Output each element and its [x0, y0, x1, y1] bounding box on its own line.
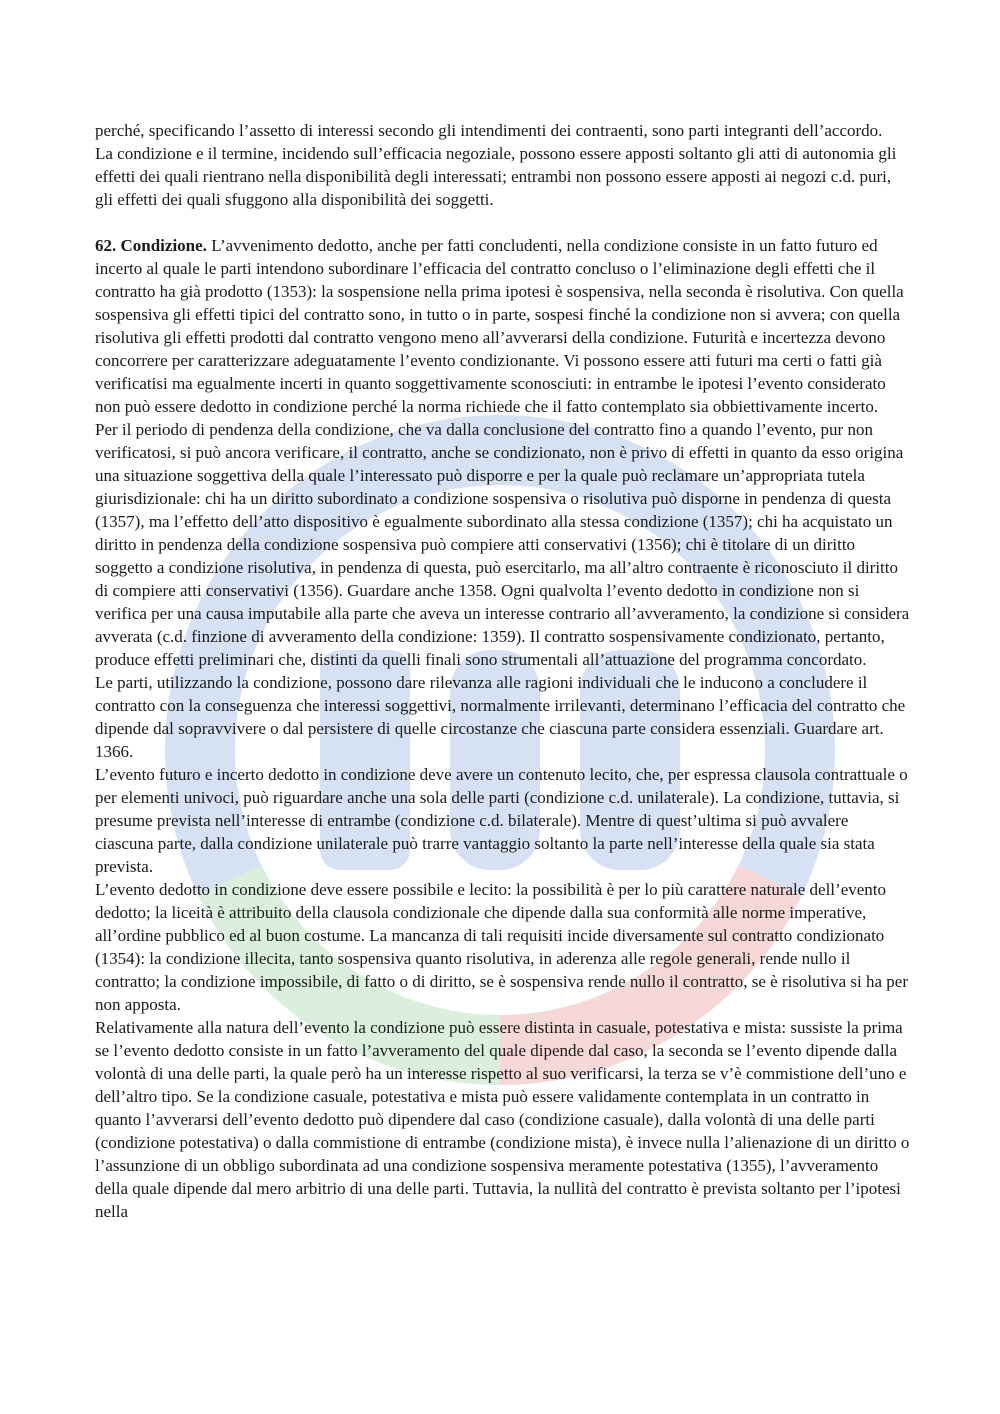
paragraph-continuation: perché, specificando l’assetto di interessi secondo gli intendimenti dei contraenti, sono parti integranti dell’accordo. — [95, 121, 883, 140]
paragraph-natura-evento: Relativamente alla natura dell’evento la condizione può essere distinta in casuale, potestativa e mista: sussiste la prima se l’evento dedotto consiste in un fatto l’avveramento del quale dipende dal caso, la seconda se l’evento dipende dalla volontà di una delle parti, la quale però ha un interesse rispetto al suo verificarsi, la terza se v’è commistione dell’uno e dell’altro tipo. Se la condizione casuale, potestativa e mista può essere validamente contemplata in un contratto in quanto l’avverarsi dell’evento dedotto può dipendere dal caso (condizione casuale), dalla volontà di una delle parti (condizione potestativa) o dalla commistione di entrambe (condizione mista), è invece nulla l’alienazione di un diritto o l’assunzione di un obbligo subordinata ad una condizione sospensiva meramente potestativa (1355), l’avveramento della quale dipende dal mero arbitrio di una delle parti. Tuttavia, la nullità del contratto è prevista soltanto per l’ipotesi nella — [95, 1018, 910, 1221]
section-62-text: L’avvenimento dedotto, anche per fatti concludenti, nella condizione consiste in un fatto futuro ed incerto al quale le parti intendono subordinare l’efficacia del contratto concluso o l’eliminazione degli effetti che il contratto ha già prodotto (1353): la sospensione nella prima ipotesi è sospensiva, nella seconda è risolutiva. Con quella sospensiva gli effetti tipici del contratto sono, in tutto o in parte, sospesi finché la condizione non si avvera; con quella risolutiva gli effetti prodotti dal contratto vengono meno all’avverarsi della condizione. Futurità e incertezza devono concorrere per caratterizzare adeguatamente l’evento condizionante. Vi possono essere atti futuri ma certi o fatti già verificatisi ma egualmente incerti in quanto soggettivamente sconosciuti: in entrambe le ipotesi l’evento considerato non può essere dedotto in condizione perché la norma richiede che il fatto contemplato sia obbiettivamente incerto. — [95, 236, 904, 416]
document-body — [95, 119, 910, 1223]
paragraph-pendenza: Per il periodo di pendenza della condizione, che va dalla conclusione del contratto fino a quando l’evento, pur non verificatosi, si può ancora verificare, il contratto, anche se condizionato, non è privo di effetti in quanto da esso origina una situazione soggettiva della quale l’interessato può disporre e per la quale può reclamare un’appropriata tutela giurisdizionale: chi ha un diritto subordinato a condizione sospensiva o risolutiva può disporne in pendenza di questa (1357), ma l’effetto dell’atto dispositivo è egualmente subordinato alla stessa condizione (1357); chi ha acquistato un diritto in pendenza della condizione sospensiva può compiere atti conservativi (1356); chi è titolare di un diritto soggetto a condizione risolutiva, in pendenza di questa, può esercitarlo, ma all’altro contraente è riconosciuto il diritto di compiere atti conservativi (1356). Guardare anche 1358. Ogni qualvolta l’evento dedotto in condizione non si verifica per una causa imputabile alla parte che aveva un interesse contrario all’avveramento, la condizione si considera avverata (c.d. finzione di avveramento della condizione: 1359). Il contratto sospensivamente condizionato, pertanto, produce effetti preliminari che, distinti da quelli finali sono strumentali all’attuazione del programma concordato. — [95, 420, 910, 669]
section-62-paragraph — [95, 234, 910, 418]
paragraph-possibile-lecito: L’evento dedotto in condizione deve essere possibile e lecito: la possibilità è per lo più carattere naturale dell’evento dedotto; la liceità è attribuito della clausola condizionale che dipende dalla sua conformità alle norme imperative, all’ordine pubblico ed al buon costume. La mancanza di tali requisiti incide diversamente sul contratto condizionato (1354): la condizione illecita, tanto sospensiva quanto risolutiva, in aderenza alle regole generali, rende nullo il contratto; la condizione impossibile, di fatto o di diritto, se è sospensiva rende nullo il contratto, se è risolutiva si ha per non apposta. — [95, 880, 908, 1014]
paragraph-evento-lecito: L’evento futuro e incerto dedotto in condizione deve avere un contenuto lecito, che, per espressa clausola contrattuale o per elementi univoci, può riguardare anche una sola delle parti (condizione c.d. unilaterale). La condizione, tuttavia, si presume prevista nell’interesse di entrambe (condizione c.d. bilaterale). Mentre di quest’ultima si può avvalere ciascuna parte, dalla condizione unilaterale può trarre vantaggio soltanto la parte nell’interesse della quale sia stata prevista. — [95, 765, 908, 876]
paragraph-ragioni-individuali: Le parti, utilizzando la condizione, possono dare rilevanza alle ragioni individuali che le inducono a concludere il contratto con la conseguenza che interessi soggettivi, normalmente irrilevanti, determinano l’efficacia del contratto che dipende dal sopravvivere o dal persistere di quelle circostanze che ciascuna parte considera essenziali. Guardare art. 1366. — [95, 673, 906, 761]
paragraph-condizione-termine: La condizione e il termine, incidendo sull’efficacia negoziale, possono essere apposti soltanto gli atti di autonomia gli effetti dei quali rientrano nella disponibilità degli interessati; entrambi non possono essere apposti ai negozi c.d. puri, gli effetti dei quali sfuggono alla disponibilità dei soggetti. — [95, 144, 897, 209]
section-heading: 62. Condizione. — [95, 236, 207, 255]
